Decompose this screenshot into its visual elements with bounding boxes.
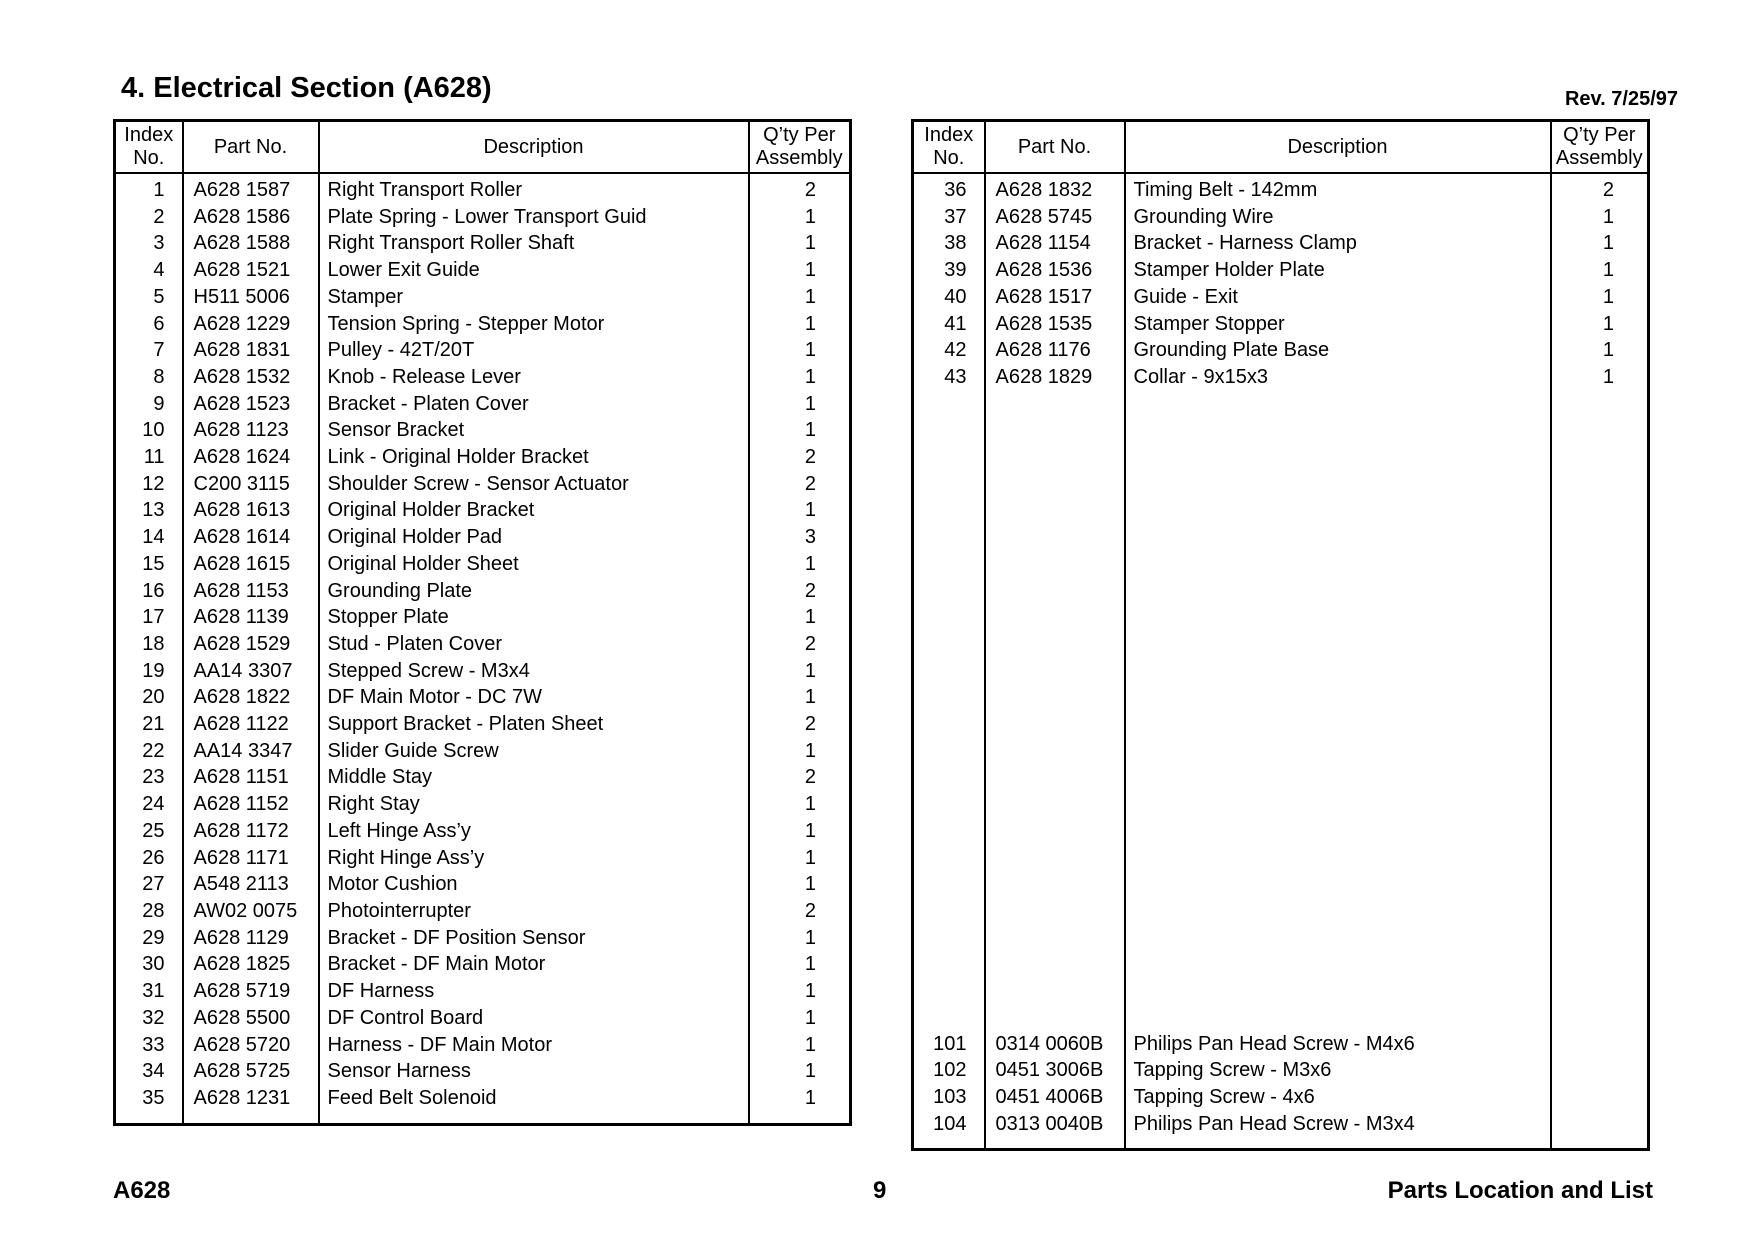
- page-title: 4. Electrical Section (A628): [121, 72, 492, 104]
- footer-model: A628: [113, 1177, 171, 1204]
- table-row: [913, 364, 1649, 391]
- table-row: [115, 845, 851, 872]
- qty-cell: 1: [1551, 257, 1649, 284]
- empty-cell: [985, 1137, 1125, 1150]
- description-cell: Feed Belt Solenoid: [319, 1085, 749, 1112]
- description-cell: Sensor Harness: [319, 1058, 749, 1085]
- empty-cell: [115, 1112, 183, 1125]
- qty-cell: 1: [749, 1032, 851, 1059]
- revision-label: Rev. 7/25/97: [1564, 88, 1678, 110]
- table-row: [115, 391, 851, 418]
- part-no-cell: A628 1825: [183, 951, 319, 978]
- description-cell: Bracket - Harness Clamp: [1125, 230, 1551, 257]
- qty-cell: 1: [1551, 230, 1649, 257]
- qty-cell: 2: [749, 898, 851, 925]
- qty-cell: 1: [749, 417, 851, 444]
- description-cell: Slider Guide Screw: [319, 738, 749, 765]
- table-row: [115, 524, 851, 551]
- table-row: [913, 337, 1649, 364]
- description-cell: Right Hinge Ass’y: [319, 845, 749, 872]
- table-row: [913, 1084, 1649, 1111]
- description-cell: Stamper: [319, 284, 749, 311]
- qty-cell: 1: [749, 1085, 851, 1112]
- index-cell: 11: [115, 444, 183, 471]
- table-header-row: [913, 121, 1649, 174]
- part-no-cell: A628 1123: [183, 417, 319, 444]
- description-cell: Lower Exit Guide: [319, 257, 749, 284]
- description-cell: Original Holder Pad: [319, 524, 749, 551]
- description-cell: Tension Spring - Stepper Motor: [319, 311, 749, 338]
- index-cell: 39: [913, 257, 985, 284]
- index-cell: 30: [115, 951, 183, 978]
- table-row: [115, 471, 851, 498]
- part-no-cell: H511 5006: [183, 284, 319, 311]
- description-cell: Sensor Bracket: [319, 417, 749, 444]
- table-row: [913, 1031, 1649, 1058]
- empty-cell: [1125, 391, 1551, 1031]
- part-no-cell: AA14 3347: [183, 738, 319, 765]
- index-cell: 103: [913, 1084, 985, 1111]
- index-cell: 26: [115, 845, 183, 872]
- description-cell: Right Transport Roller: [319, 173, 749, 204]
- index-cell: 40: [913, 284, 985, 311]
- index-cell: 8: [115, 364, 183, 391]
- table-row: [115, 738, 851, 765]
- qty-cell: 2: [749, 471, 851, 498]
- index-cell: 28: [115, 898, 183, 925]
- description-cell: Harness - DF Main Motor: [319, 1032, 749, 1059]
- table-row: [115, 1032, 851, 1059]
- qty-cell: 1: [1551, 337, 1649, 364]
- description-cell: Right Transport Roller Shaft: [319, 230, 749, 257]
- index-cell: 25: [115, 818, 183, 845]
- part-no-column-header: Part No.: [985, 121, 1125, 174]
- footer-page-number: 9: [873, 1177, 887, 1204]
- table-row: [115, 764, 851, 791]
- description-cell: Original Holder Sheet: [319, 551, 749, 578]
- qty-cell: 1: [749, 1058, 851, 1085]
- index-cell: 43: [913, 364, 985, 391]
- part-no-cell: 0451 3006B: [985, 1057, 1125, 1084]
- qty-cell: 1: [749, 871, 851, 898]
- qty-cell: 1: [749, 845, 851, 872]
- index-cell: 27: [115, 871, 183, 898]
- part-no-cell: A628 1151: [183, 764, 319, 791]
- table-row: [115, 173, 851, 204]
- index-cell: 15: [115, 551, 183, 578]
- empty-cell: [985, 391, 1125, 1031]
- index-cell: 22: [115, 738, 183, 765]
- description-cell: Stepped Screw - M3x4: [319, 658, 749, 685]
- qty-cell: [1551, 1084, 1649, 1111]
- qty-cell: 1: [749, 391, 851, 418]
- part-no-cell: 0314 0060B: [985, 1031, 1125, 1058]
- table-row: [115, 684, 851, 711]
- qty-column-header: Q’ty Per Assembly: [1551, 121, 1649, 174]
- qty-cell: 1: [749, 497, 851, 524]
- empty-cell: [183, 1112, 319, 1125]
- part-no-cell: A628 1588: [183, 230, 319, 257]
- index-cell: 13: [115, 497, 183, 524]
- description-cell: Photointerrupter: [319, 898, 749, 925]
- description-cell: DF Main Motor - DC 7W: [319, 684, 749, 711]
- qty-cell: 2: [749, 711, 851, 738]
- qty-cell: 1: [749, 230, 851, 257]
- part-no-cell: A548 2113: [183, 871, 319, 898]
- empty-cell: [1551, 391, 1649, 1031]
- index-cell: 102: [913, 1057, 985, 1084]
- table-row: [115, 337, 851, 364]
- part-no-cell: A628 5720: [183, 1032, 319, 1059]
- qty-cell: 3: [749, 524, 851, 551]
- table-row: [115, 871, 851, 898]
- table-row: [913, 1111, 1649, 1138]
- index-cell: 31: [115, 978, 183, 1005]
- table-row: [115, 578, 851, 605]
- footer-section-title: Parts Location and List: [1387, 1177, 1653, 1204]
- index-cell: 21: [115, 711, 183, 738]
- part-no-cell: A628 5745: [985, 204, 1125, 231]
- part-no-cell: A628 1614: [183, 524, 319, 551]
- table-row: [115, 898, 851, 925]
- description-cell: DF Control Board: [319, 1005, 749, 1032]
- qty-column-header: Q’ty Per Assembly: [749, 121, 851, 174]
- index-cell: 10: [115, 417, 183, 444]
- table-row: [115, 631, 851, 658]
- index-cell: 23: [115, 764, 183, 791]
- index-cell: 101: [913, 1031, 985, 1058]
- description-cell: Link - Original Holder Bracket: [319, 444, 749, 471]
- part-no-cell: A628 1829: [985, 364, 1125, 391]
- index-cell: 104: [913, 1111, 985, 1138]
- qty-cell: 1: [749, 658, 851, 685]
- description-cell: Middle Stay: [319, 764, 749, 791]
- table-row: [115, 604, 851, 631]
- table-row: [115, 1005, 851, 1032]
- description-cell: Knob - Release Lever: [319, 364, 749, 391]
- qty-cell: 1: [749, 284, 851, 311]
- empty-cell: [1551, 1137, 1649, 1150]
- part-no-cell: A628 1613: [183, 497, 319, 524]
- part-no-cell: C200 3115: [183, 471, 319, 498]
- part-no-cell: A628 1521: [183, 257, 319, 284]
- part-no-cell: A628 1154: [985, 230, 1125, 257]
- description-cell: Tapping Screw - M3x6: [1125, 1057, 1551, 1084]
- table-row: [115, 497, 851, 524]
- index-cell: 41: [913, 311, 985, 338]
- qty-cell: 1: [749, 925, 851, 952]
- qty-cell: 1: [749, 364, 851, 391]
- description-cell: Grounding Plate: [319, 578, 749, 605]
- qty-cell: [1551, 1057, 1649, 1084]
- index-cell: 36: [913, 173, 985, 204]
- qty-cell: 1: [749, 791, 851, 818]
- part-no-cell: A628 5719: [183, 978, 319, 1005]
- index-cell: 2: [115, 204, 183, 231]
- index-cell: 24: [115, 791, 183, 818]
- qty-cell: 1: [1551, 311, 1649, 338]
- description-cell: Guide - Exit: [1125, 284, 1551, 311]
- empty-cell: [913, 1137, 985, 1150]
- index-cell: 14: [115, 524, 183, 551]
- table-filler-row: [913, 1137, 1649, 1150]
- index-cell: 9: [115, 391, 183, 418]
- qty-cell: 1: [1551, 364, 1649, 391]
- qty-cell: 1: [749, 1005, 851, 1032]
- qty-cell: 2: [1551, 173, 1649, 204]
- description-column-header: Description: [319, 121, 749, 174]
- index-cell: 37: [913, 204, 985, 231]
- part-no-cell: A628 1172: [183, 818, 319, 845]
- empty-cell: [749, 1112, 851, 1125]
- qty-cell: [1551, 1031, 1649, 1058]
- description-cell: Bracket - Platen Cover: [319, 391, 749, 418]
- description-cell: Pulley - 42T/20T: [319, 337, 749, 364]
- description-cell: Grounding Wire: [1125, 204, 1551, 231]
- table-row: [115, 284, 851, 311]
- qty-cell: 1: [749, 311, 851, 338]
- qty-cell: 1: [749, 257, 851, 284]
- table-row: [115, 791, 851, 818]
- table-filler-row: [115, 1112, 851, 1125]
- part-no-cell: A628 1586: [183, 204, 319, 231]
- parts-table-right: [911, 119, 1650, 1151]
- table-row: [115, 417, 851, 444]
- qty-cell: 1: [749, 978, 851, 1005]
- description-cell: Philips Pan Head Screw - M4x6: [1125, 1031, 1551, 1058]
- qty-cell: 1: [749, 684, 851, 711]
- empty-cell: [319, 1112, 749, 1125]
- index-cell: 4: [115, 257, 183, 284]
- index-cell: 38: [913, 230, 985, 257]
- table-row: [913, 230, 1649, 257]
- index-cell: 42: [913, 337, 985, 364]
- part-no-cell: A628 1587: [183, 173, 319, 204]
- index-cell: 35: [115, 1085, 183, 1112]
- index-column-header: Index No.: [115, 121, 183, 174]
- part-no-cell: A628 1171: [183, 845, 319, 872]
- index-cell: 18: [115, 631, 183, 658]
- description-cell: Stamper Holder Plate: [1125, 257, 1551, 284]
- part-no-cell: A628 1523: [183, 391, 319, 418]
- index-cell: 19: [115, 658, 183, 685]
- part-no-cell: A628 5725: [183, 1058, 319, 1085]
- index-column-header: Index No.: [913, 121, 985, 174]
- index-cell: 17: [115, 604, 183, 631]
- part-no-cell: A628 1831: [183, 337, 319, 364]
- qty-cell: 2: [749, 578, 851, 605]
- table-row: [115, 551, 851, 578]
- description-cell: DF Harness: [319, 978, 749, 1005]
- part-no-cell: 0451 4006B: [985, 1084, 1125, 1111]
- index-cell: 12: [115, 471, 183, 498]
- description-cell: Timing Belt - 142mm: [1125, 173, 1551, 204]
- table-row: [913, 1057, 1649, 1084]
- qty-cell: 1: [749, 551, 851, 578]
- index-cell: 3: [115, 230, 183, 257]
- table-row: [115, 311, 851, 338]
- part-no-cell: A628 1139: [183, 604, 319, 631]
- description-cell: Stopper Plate: [319, 604, 749, 631]
- description-cell: Right Stay: [319, 791, 749, 818]
- table-row: [115, 658, 851, 685]
- description-cell: Left Hinge Ass’y: [319, 818, 749, 845]
- qty-cell: 1: [749, 951, 851, 978]
- part-no-cell: A628 1153: [183, 578, 319, 605]
- part-no-cell: A628 1231: [183, 1085, 319, 1112]
- qty-cell: 1: [749, 738, 851, 765]
- part-no-cell: A628 1832: [985, 173, 1125, 204]
- qty-cell: 1: [749, 604, 851, 631]
- description-cell: Collar - 9x15x3: [1125, 364, 1551, 391]
- description-cell: Grounding Plate Base: [1125, 337, 1551, 364]
- part-no-cell: A628 5500: [183, 1005, 319, 1032]
- description-cell: Tapping Screw - 4x6: [1125, 1084, 1551, 1111]
- empty-cell: [1125, 1137, 1551, 1150]
- table-row: [115, 204, 851, 231]
- table-row: [913, 204, 1649, 231]
- part-no-cell: A628 1822: [183, 684, 319, 711]
- table-row: [913, 257, 1649, 284]
- part-no-cell: A628 1176: [985, 337, 1125, 364]
- table-row: [115, 257, 851, 284]
- table-header-row: [115, 121, 851, 174]
- qty-cell: 2: [749, 444, 851, 471]
- part-no-cell: A628 1152: [183, 791, 319, 818]
- table-row: [115, 978, 851, 1005]
- description-cell: Philips Pan Head Screw - M3x4: [1125, 1111, 1551, 1138]
- part-no-cell: A628 1624: [183, 444, 319, 471]
- part-no-cell: A628 1532: [183, 364, 319, 391]
- description-cell: Plate Spring - Lower Transport Guid: [319, 204, 749, 231]
- qty-cell: 1: [1551, 204, 1649, 231]
- description-cell: Stamper Stopper: [1125, 311, 1551, 338]
- part-no-column-header: Part No.: [183, 121, 319, 174]
- table-row: [913, 173, 1649, 204]
- index-cell: 20: [115, 684, 183, 711]
- qty-cell: [1551, 1111, 1649, 1138]
- table-row: [913, 311, 1649, 338]
- qty-cell: 1: [1551, 284, 1649, 311]
- table-row: [115, 444, 851, 471]
- qty-cell: 2: [749, 764, 851, 791]
- part-no-cell: A628 1517: [985, 284, 1125, 311]
- table-row: [115, 364, 851, 391]
- description-cell: Bracket - DF Position Sensor: [319, 925, 749, 952]
- index-cell: 34: [115, 1058, 183, 1085]
- description-cell: Stud - Platen Cover: [319, 631, 749, 658]
- part-no-cell: A628 1229: [183, 311, 319, 338]
- part-no-cell: A628 1122: [183, 711, 319, 738]
- index-cell: 33: [115, 1032, 183, 1059]
- index-cell: 6: [115, 311, 183, 338]
- qty-cell: 2: [749, 631, 851, 658]
- part-no-cell: AA14 3307: [183, 658, 319, 685]
- description-cell: Original Holder Bracket: [319, 497, 749, 524]
- description-column-header: Description: [1125, 121, 1551, 174]
- description-cell: Bracket - DF Main Motor: [319, 951, 749, 978]
- qty-cell: 1: [749, 337, 851, 364]
- index-cell: 1: [115, 173, 183, 204]
- part-no-cell: A628 1529: [183, 631, 319, 658]
- description-cell: Support Bracket - Platen Sheet: [319, 711, 749, 738]
- part-no-cell: A628 1615: [183, 551, 319, 578]
- index-cell: 32: [115, 1005, 183, 1032]
- table-row: [115, 1085, 851, 1112]
- table-row: [115, 1058, 851, 1085]
- table-row: [115, 818, 851, 845]
- table-row: [115, 230, 851, 257]
- qty-cell: 1: [749, 818, 851, 845]
- qty-cell: 1: [749, 204, 851, 231]
- index-cell: 16: [115, 578, 183, 605]
- empty-cell: [913, 391, 985, 1031]
- part-no-cell: A628 1129: [183, 925, 319, 952]
- index-cell: 29: [115, 925, 183, 952]
- qty-cell: 2: [749, 173, 851, 204]
- table-filler-row: [913, 391, 1649, 1031]
- description-cell: Motor Cushion: [319, 871, 749, 898]
- table-row: [115, 951, 851, 978]
- part-no-cell: A628 1535: [985, 311, 1125, 338]
- table-row: [115, 711, 851, 738]
- description-cell: Shoulder Screw - Sensor Actuator: [319, 471, 749, 498]
- table-row: [913, 284, 1649, 311]
- part-no-cell: A628 1536: [985, 257, 1125, 284]
- parts-table-left: [113, 119, 852, 1126]
- index-cell: 7: [115, 337, 183, 364]
- part-no-cell: AW02 0075: [183, 898, 319, 925]
- part-no-cell: 0313 0040B: [985, 1111, 1125, 1138]
- index-cell: 5: [115, 284, 183, 311]
- table-row: [115, 925, 851, 952]
